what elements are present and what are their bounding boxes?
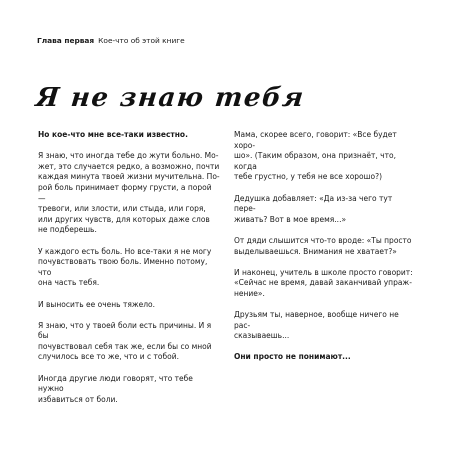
paragraph: Я знаю, что иногда тебе до жути больно. Мо- жет, это случается редко, а возможно, почти каждая минута твоей жизни мучительна. По- рой боль принимает форму грусти, а порой — тревоги, или злости, или стыда, или горя, или других чувств, для которых даже слов не подберешь. — [38, 151, 220, 235]
paragraph: Они просто не понимают... — [234, 352, 351, 362]
chapter-label: Глава первая — [37, 36, 95, 45]
running-header — [37, 36, 185, 46]
paragraph: И наконец, учитель в школе просто говорит: «Сейчас не время, давай заканчивай упраж- нение». — [234, 267, 413, 298]
chapter-subtitle: Кое-что об этой книге — [98, 36, 185, 45]
paragraph: Друзьям ты, наверное, вообще ничего не рас- сказываешь... — [234, 310, 399, 341]
paragraph: Но кое-что мне все-таки известно. — [38, 130, 188, 139]
paragraph: Я знаю, что у твоей боли есть причины. И я бы почувствовал себя так же, если бы со мной случилось все то же, что и с тобой. — [38, 320, 212, 362]
paragraph: У каждого есть боль. Но все-таки я не могу почувствовать твою боль. Именно потому, что она часть тебя. — [38, 246, 212, 288]
page-title: Я не знаю тебя — [34, 83, 307, 113]
paragraph: Дедушка добавляет: «Да из-за чего тут пере- живать? Вот в мое время...» — [234, 193, 393, 224]
left-column — [38, 130, 220, 416]
paragraph: И выносить ее очень тяжело. — [38, 299, 155, 309]
paragraph: Мама, скорее всего, говорит: «Все будет хоро- шо». (Таким образом, она признаёт, что, когда тебе грустно, у тебя не все хорошо?) — [234, 130, 397, 182]
right-column — [234, 130, 414, 374]
paragraph: От дяди слышится что-то вроде: «Ты просто выделываешься. Внимания не хватает?» — [234, 235, 412, 256]
paragraph: Иногда другие люди говорят, что тебе нужно избавиться от боли. — [38, 373, 193, 404]
